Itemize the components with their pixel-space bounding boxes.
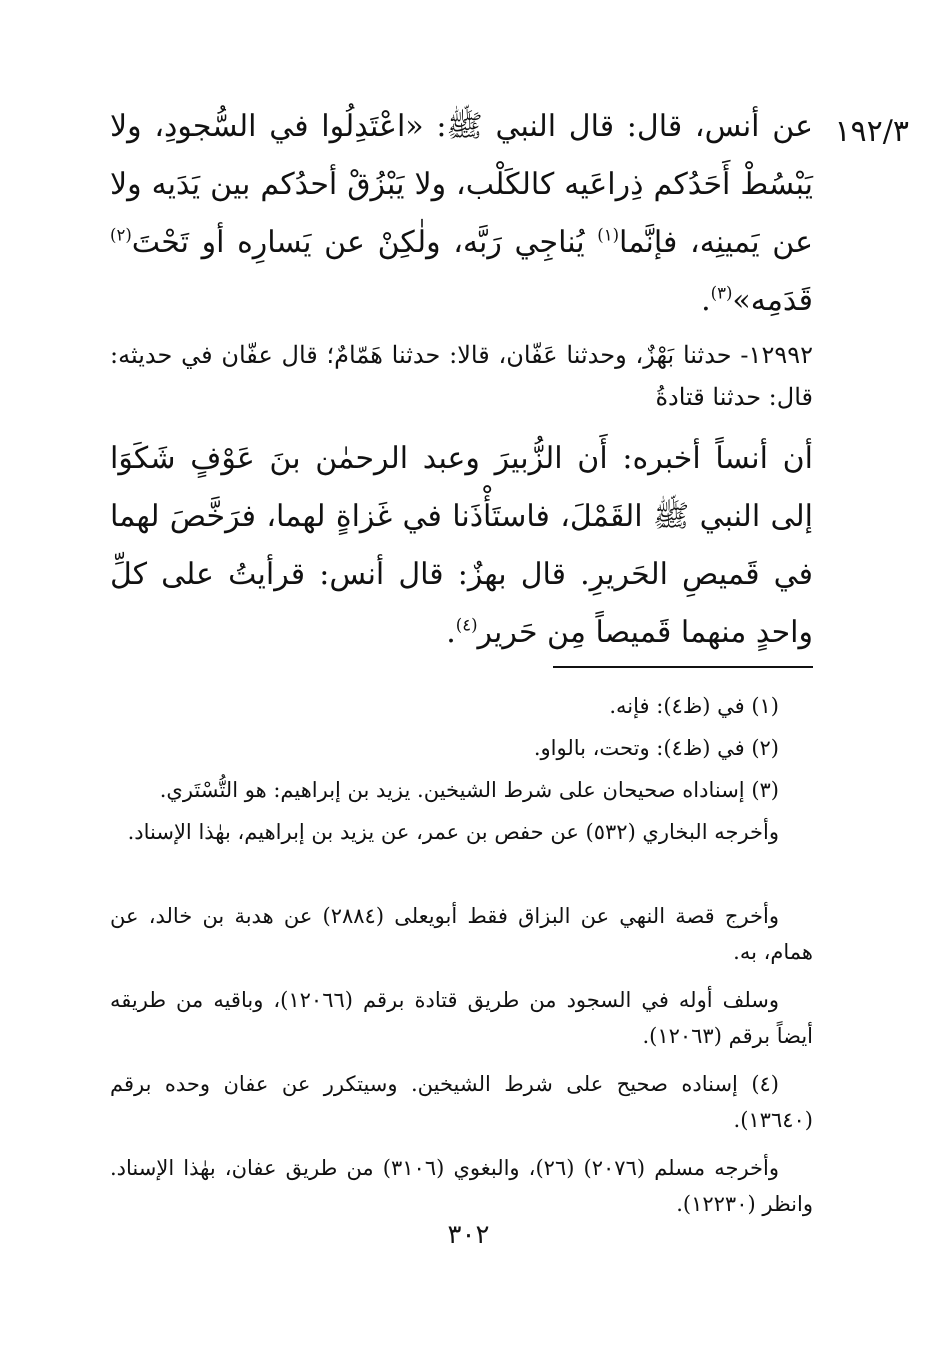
hadith-1-part-b: يُناجِي رَبَّه، ولٰكِنْ عن يَسارِه أو تَحْتَ	[131, 225, 598, 260]
footnote-marker-1[interactable]: (١)	[597, 225, 620, 245]
hadith-2-part-a: أن أنساً أخبره: أَن الزُّبيرَ وعبد الرحمٰن بنَ عَوْفٍ شَكَوَا إلى النبي ﷺ القَمْلَ، فاستَأْذَنا في غَزاةٍ لهما، فرَخَّصَ لهما في قَميصِ الحَريرِ. قال بهزٌ: قال أنس: قرأيتُ على كلِّ واحدٍ منهما قَميصاً مِن حَرير	[110, 441, 813, 650]
footnote-3: (٣) إسناداه صحيحان على شرط الشيخين. يزيد بن إبراهيم: هو التُّسْتَري.	[159, 778, 779, 802]
footnote-4-continuation: وأخرجه مسلم (٢٠٧٦) (٢٦)، والبغوي (٣١٠٦) من طريق عفان، بهٰذا الإسناد. وانظر (١٢٢٣٠).	[110, 1156, 813, 1216]
hadith-1-part-d: .	[701, 283, 711, 318]
hadith-2-isnad: ١٢٩٩٢- حدثنا بَهْزٌ، وحدثنا عَفّان، قالا: حدثنا هَمّامٌ؛ قال عفّان في حديثه: قال: حدثنا قتادةُ	[110, 341, 813, 411]
footnote-4: (٤) إسناده صحيح على شرط الشيخين. وسيتكرر عن عفان وحده برقم (١٣٦٤٠).	[110, 1072, 813, 1132]
footnote-3-continuation-2: وأخرج قصة النهي عن البزاق فقط أبويعلى (٢٨٨٤) عن هدبة بن خالد، عن همام، به.	[110, 904, 813, 964]
footnote-2: (٢) في (ظ٤): وتحت، بالواو.	[533, 736, 779, 760]
footnote-1: (١) في (ظ٤): فإنه.	[609, 694, 779, 718]
footnote-marker-2[interactable]: (٢)	[110, 225, 132, 245]
hadith-1-part-a: عن أنس، قال: قال النبي ﷺ: «اعْتَدِلُوا في السُّجودِ، ولا يَبْسُطْ أَحَدُكم ذِراعَيه كالكَلْب، ولا يَبْزُقْ أحدُكم بين يَدَيه ولا عن يَمينِه، فإنَّما	[110, 109, 813, 260]
hadith-2-part-b: .	[446, 615, 456, 650]
footnote-3-continuation-3: وسلف أوله في السجود من طريق قتادة برقم (١٢٠٦٦)، وباقيه من طريقه أيضاً برقم (١٢٠٦٣).	[110, 988, 813, 1048]
margin-reference: ١٩٢/٣	[834, 114, 909, 149]
hadith-text-2	[110, 430, 813, 662]
hadith-text-1	[110, 98, 813, 330]
footnote-marker-3[interactable]: (٣)	[710, 283, 733, 303]
footnote-3-continuation-1: وأخرجه البخاري (٥٣٢) عن حفص بن عمر، عن يزيد بن إبراهيم، بهٰذا الإسناد.	[127, 820, 779, 844]
hadith-1-part-c: قَدَمِه»	[732, 283, 813, 318]
page-number: ٣٠٢	[447, 1220, 490, 1250]
footnote-marker-4[interactable]: (٤)	[455, 615, 478, 635]
footnote-separator	[553, 666, 813, 668]
